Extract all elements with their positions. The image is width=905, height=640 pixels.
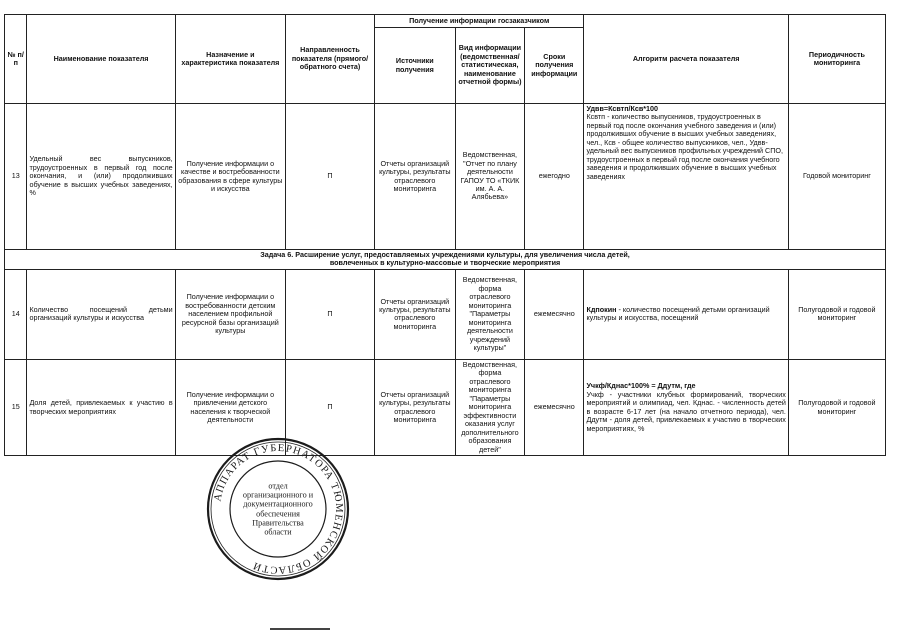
row-direction: П — [286, 104, 375, 250]
row-sources: Отчеты организаций культуры, результаты отраслевого мониторинга — [374, 359, 455, 455]
algorithm-formula: Удвв=Ксвтп/Ксв*100 — [586, 104, 659, 113]
section-heading — [5, 250, 886, 270]
header-algorithm: Алгоритм расчета показателя — [584, 15, 788, 104]
indicators-table — [4, 14, 886, 456]
row-direction: П — [286, 269, 375, 359]
row-purpose: Получение информации о качестве и востребованности образования в сфере культуры и искусства — [175, 104, 285, 250]
header-period: Периодичность мониторинга — [788, 15, 885, 104]
header-row-top — [5, 15, 886, 28]
row-direction: П — [286, 359, 375, 455]
document-sheet — [4, 14, 886, 456]
row-sources: Отчеты организаций культуры, результаты отраслевого мониторинга — [374, 104, 455, 250]
row-num: 15 — [5, 359, 27, 455]
table-row — [5, 104, 886, 250]
row-purpose: Получение информации о востребованности детским населением профильной ресурсной базы организаций культуры — [175, 269, 285, 359]
header-name: Наименование показателя — [27, 15, 175, 104]
page-edge-mark — [270, 628, 330, 630]
row-period: Полугодовой и годовой мониторинг — [788, 359, 885, 455]
row-purpose: Получение информации о привлечении детского населения к творческой деятельности — [175, 359, 285, 455]
algorithm-text: - количество посещений детьми организаций культуры и искусства, посещений — [586, 304, 770, 323]
row-algorithm — [584, 359, 788, 455]
table-row — [5, 269, 886, 359]
row-sources: Отчеты организаций культуры, результаты отраслевого мониторинга — [374, 269, 455, 359]
algorithm-text: Учкф - участники клубных формирований, творческих мероприятий и олимпиад, чел. Кднас. - численность детей в возрасте 6-17 лет (на начало отчетного периода), чел. Ддутм - доля детей, привлекаемых к участию в творческих мероприятиях, % — [586, 389, 786, 433]
algorithm-text: Ксвтп - количество выпускников, трудоустроенных в первый год после окончания учебного заведения и (или) продолживших обучение в высших учебных заведениях, чел., Ксв - общее количество выпускников, чел., Удвв- удельный вес выпускников профильных учреждений СПО, трудоустроенных в первый год после окончания учебного заведения и продолживших обучение в высших учебных заведениях — [586, 112, 783, 181]
row-name: Количество посещений детьми организаций культуры и искусства — [27, 269, 175, 359]
header-terms: Сроки получения информации — [525, 28, 584, 104]
row-num: 14 — [5, 269, 27, 359]
header-direction: Направленность показателя (прямого/ обратного счета) — [286, 15, 375, 104]
row-info-type: Ведомственная, форма отраслевого мониторинга "Параметры мониторинга эффективности оказания услуг дополнительного образования детей" — [455, 359, 524, 455]
header-info-type: Вид информации (ведомственная/ статистическая, наименование отчетной формы) — [455, 28, 524, 104]
row-num: 13 — [5, 104, 27, 250]
row-period: Годовой мониторинг — [788, 104, 885, 250]
row-period: Полугодовой и годовой мониторинг — [788, 269, 885, 359]
seal-ring-text: АППАРАТ ГУБЕРНАТОРА ТЮМЕНСКОЙ ОБЛАСТИ — [212, 442, 345, 576]
row-info-type: Ведомственная, "Отчет по плану деятельности ГАПОУ ТО «ТКИК им. А. А. Алябьева» — [455, 104, 524, 250]
row-info-type: Ведомственная, форма отраслевого мониторинга "Параметры мониторинга деятельности учреждений культуры" — [455, 269, 524, 359]
section-row — [5, 250, 886, 270]
row-name: Доля детей, привлекаемых к участию в творческих мероприятиях — [27, 359, 175, 455]
algorithm-formula: Кдпокин — [586, 304, 617, 314]
table-row — [5, 359, 886, 455]
row-terms: ежемесячно — [525, 359, 584, 455]
header-num: № п/п — [5, 15, 27, 104]
algorithm-formula: Учкф/Кднас*100% = Ддутм, где — [586, 381, 696, 391]
section-line-2: вовлеченных в культурно-массовые и творческие мероприятия — [329, 258, 561, 268]
header-info-group: Получение информации госзаказчиком — [374, 15, 584, 28]
header-sources: Источники получения — [374, 28, 455, 104]
row-terms: ежегодно — [525, 104, 584, 250]
row-terms: ежемесячно — [525, 269, 584, 359]
official-seal — [205, 436, 351, 582]
row-algorithm — [584, 104, 788, 250]
row-algorithm — [584, 269, 788, 359]
header-purpose: Назначение и характеристика показателя — [175, 15, 285, 104]
section-line-1: Задача 6. Расширение услуг, предоставляемых учреждениями культуры, для увеличения числа детей, — [260, 250, 630, 259]
seal-center-text: отдел организационного и документационного обеспечения Правительства области — [242, 481, 314, 537]
row-name: Удельный вес выпускников, трудоустроенных в первый год после окончания, и (или) продолживших обучение в высших учебных заведениях, % — [27, 104, 175, 250]
